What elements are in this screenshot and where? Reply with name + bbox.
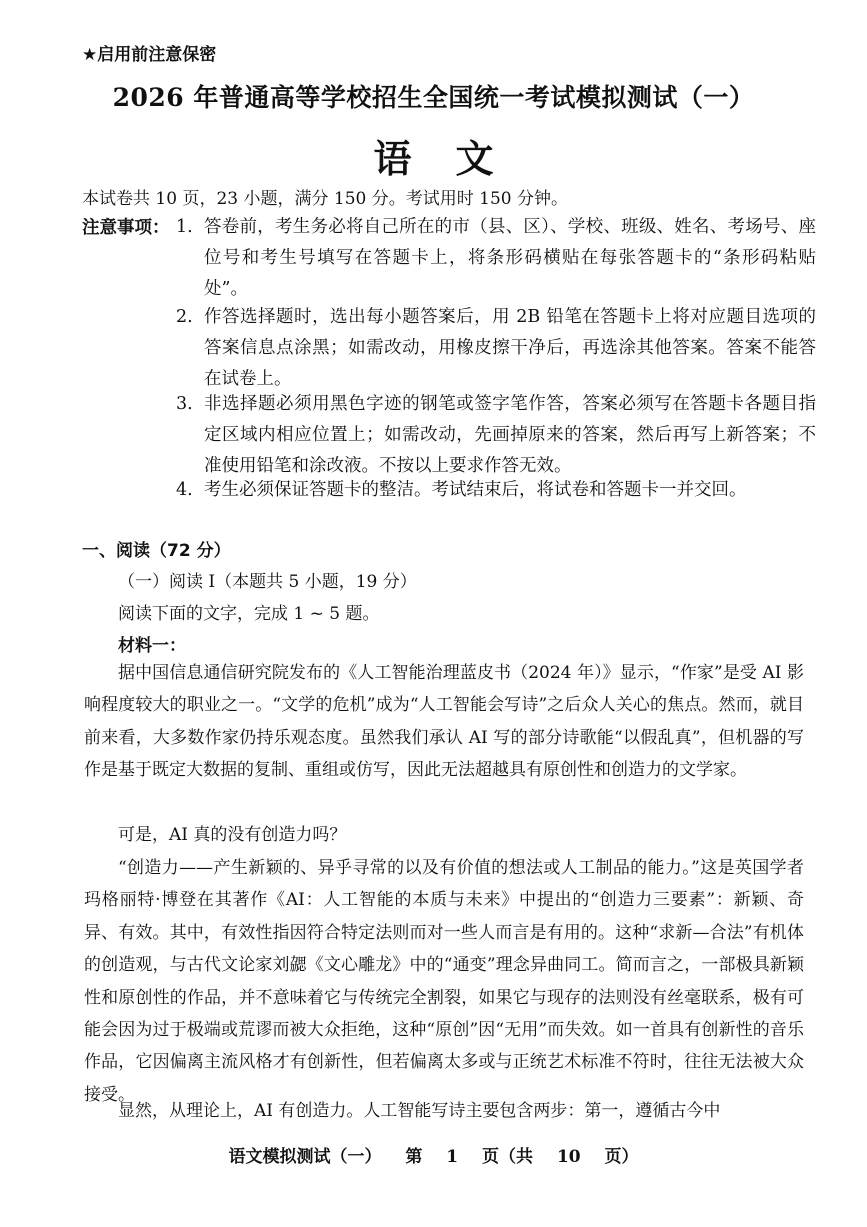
note-item: [176, 212, 816, 305]
material-paragraph: “创造力——产生新颖的、异乎寻常的以及有价值的想法或人工制品的能力。”这是英国学者玛格丽特·博登在其著作《AI：人工智能的本质与未来》中提出的“创造力三要素”：新颖、奇异、有效。其中，有效性指因符合特定法则而对一些人而言是有用的。这种“求新—合法”有机体的创造观，与古代文论家刘勰《文心雕龙》中的“通变”理念异曲同工。简而言之，一部极具新颖性和原创性的作品，并不意味着它与传统完全割裂，如果它与现存的法则没有丝毫联系，极有可能会因为过于极端或荒谬而被大众拒绝，这种“原创”因“无用”而失效。如一首具有创新性的音乐作品，它因偏离主流风格才有创新性，但若偏离太多或与正统艺术标准不符时，往往无法被大众接受。: [84, 858, 804, 1105]
exam-title: 2026 年普通高等学校招生全国统一考试模拟测试（一）: [112, 83, 755, 112]
material-paragraph: 据中国信息通信研究院发布的《人工智能治理蓝皮书（2024 年）》显示，“作家”是受 AI 影响程度较大的职业之一。“文学的危机”成为“人工智能会写诗”之后众人关心的焦点。然而，就目前来看，大多数作家仍持乐观态度。虽然我们承认 AI 写的部分诗歌能“以假乱真”，但机器的写作是基于既定大数据的复制、重组或仿写，因此无法超越具有原创性和创造力的文学家。: [84, 663, 804, 781]
note-text: 非选择题必须用黑色字迹的钢笔或签字笔作答，答案必须写在答题卡各题目指定区域内相应位置上；如需改动，先画掉原来的答案，然后再写上新答案；不准使用铅笔和涂改液。不按以上要求作答无效。: [204, 394, 816, 476]
material-label: 材料一：: [118, 636, 186, 656]
page-footer: 语文模拟测试（一） 第 1 页（共 10 页）: [228, 1147, 639, 1167]
notes-label: 注意事项：: [82, 218, 170, 238]
note-number: 3.: [176, 394, 193, 414]
reading-instruction: 阅读下面的文字，完成 1 ~ 5 题。: [118, 604, 380, 624]
note-text: 答卷前，考生务必将自己所在的市（县、区）、学校、班级、姓名、考场号、座位号和考生号填写在答题卡上，将条形码横贴在每张答题卡的“条形码粘贴处”。: [204, 217, 816, 299]
section-title: 一、阅读（72 分）: [82, 541, 231, 561]
material-paragraph: 显然，从理论上，AI 有创造力。人工智能写诗主要包含两步：第一，遵循古今中: [118, 1101, 721, 1121]
exam-intro: 本试卷共 10 页，23 小题，满分 150 分。考试用时 150 分钟。: [82, 189, 568, 209]
confidential-mark: ★启用前注意保密: [82, 45, 217, 65]
note-number: 2.: [176, 307, 193, 327]
note-item: [176, 302, 816, 395]
part-title: （一）阅读 I（本题共 5 小题，19 分）: [118, 572, 417, 592]
note-item: [176, 389, 816, 482]
note-item: [176, 475, 816, 506]
note-text: 作答选择题时，选出每小题答案后，用 2B 铅笔在答题卡上将对应题目选项的答案信息点涂黑；如需改动，用橡皮擦干净后，再选涂其他答案。答案不能答在试卷上。: [204, 307, 816, 389]
subject-title: 语文: [373, 137, 538, 181]
note-number: 4.: [176, 480, 193, 500]
note-text: 考生必须保证答题卡的整洁。考试结束后，将试卷和答题卡一并交回。: [204, 480, 747, 500]
note-number: 1.: [176, 217, 193, 237]
material-paragraph: 可是，AI 真的没有创造力吗？: [118, 825, 347, 845]
